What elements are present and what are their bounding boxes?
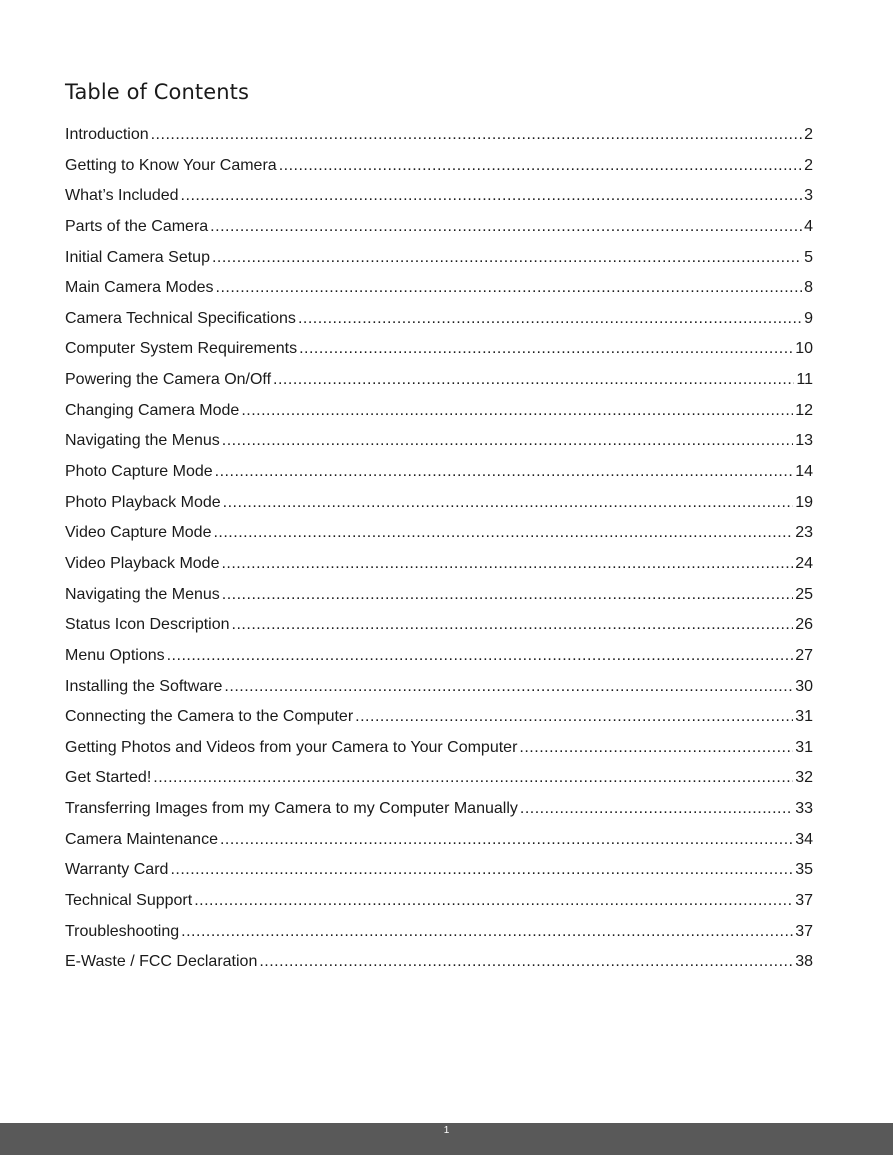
toc-dot-leader (279, 151, 802, 182)
toc-entry[interactable] (65, 334, 813, 365)
toc-dot-leader (215, 457, 794, 488)
toc-entry[interactable] (65, 702, 813, 733)
toc-entry-label: Parts of the Camera (65, 217, 209, 235)
footer-bar (0, 1123, 893, 1155)
toc-dot-leader (216, 273, 803, 304)
toc-dot-leader (220, 825, 793, 856)
toc-dot-leader (259, 947, 793, 978)
toc-dot-leader (298, 304, 802, 335)
toc-entry-page-number: 37 (795, 922, 813, 940)
toc-entry[interactable] (65, 641, 813, 672)
toc-entry-page-number: 13 (795, 432, 813, 450)
table-of-contents (65, 120, 813, 978)
toc-entry-page-number: 3 (804, 187, 813, 205)
toc-dot-leader (355, 702, 793, 733)
toc-dot-leader (153, 763, 793, 794)
toc-dot-leader (222, 580, 793, 611)
toc-entry-page-number: 31 (795, 708, 813, 726)
toc-entry[interactable] (65, 212, 813, 243)
toc-entry-page-number: 23 (795, 524, 813, 542)
toc-entry-label: Status Icon Description (65, 616, 230, 634)
toc-entry[interactable] (65, 457, 813, 488)
toc-entry-label: Changing Camera Mode (65, 401, 240, 419)
toc-entry-page-number: 37 (795, 892, 813, 910)
toc-dot-leader (194, 886, 793, 917)
toc-dot-leader (181, 181, 803, 212)
toc-entry-label: Installing the Software (65, 677, 223, 695)
toc-entry-label: Technical Support (65, 892, 193, 910)
toc-entry-page-number: 4 (804, 217, 813, 235)
toc-entry-page-number: 14 (795, 463, 813, 481)
toc-dot-leader (212, 243, 802, 274)
toc-entry-page-number: 31 (795, 738, 813, 756)
toc-dot-leader (181, 917, 793, 948)
toc-entry[interactable] (65, 610, 813, 641)
toc-dot-leader (299, 334, 793, 365)
toc-entry[interactable] (65, 794, 813, 825)
toc-entry[interactable] (65, 243, 813, 274)
toc-entry-page-number: 27 (795, 646, 813, 664)
toc-entry-label: Introduction (65, 126, 149, 143)
toc-dot-leader (170, 855, 793, 886)
toc-entry[interactable] (65, 518, 813, 549)
toc-entry-label: Connecting the Camera to the Computer (65, 708, 354, 726)
toc-entry[interactable] (65, 580, 813, 611)
toc-entry-label: Photo Capture Mode (65, 463, 213, 481)
toc-entry[interactable] (65, 733, 813, 764)
toc-entry[interactable] (65, 365, 813, 396)
toc-dot-leader (210, 212, 802, 243)
toc-entry[interactable] (65, 672, 813, 703)
toc-entry[interactable] (65, 304, 813, 335)
toc-entry-label: What’s Included (65, 187, 179, 205)
toc-entry-page-number: 2 (804, 156, 813, 174)
toc-entry-label: Troubleshooting (65, 922, 180, 940)
toc-entry-label: Powering the Camera On/Off (65, 371, 272, 389)
toc-dot-leader (273, 365, 794, 396)
toc-entry-label: Computer System Requirements (65, 340, 298, 358)
toc-entry[interactable] (65, 273, 813, 304)
toc-entry[interactable] (65, 947, 813, 978)
toc-entry-page-number: 25 (795, 585, 813, 603)
toc-entry-label: Video Capture Mode (65, 524, 212, 542)
toc-entry-page-number: 24 (795, 554, 813, 572)
toc-entry-label: Getting Photos and Videos from your Camera to Your Computer (65, 738, 518, 756)
toc-dot-leader (232, 610, 794, 641)
toc-entry-label: Getting to Know Your Camera (65, 156, 277, 174)
toc-entry[interactable] (65, 151, 813, 182)
toc-entry-label: Warranty Card (65, 861, 169, 879)
toc-entry-page-number: 33 (795, 800, 813, 818)
toc-entry[interactable] (65, 120, 813, 151)
toc-dot-leader (213, 518, 793, 549)
toc-dot-leader (241, 396, 793, 427)
toc-entry-page-number: 11 (796, 371, 813, 389)
toc-entry-label: Get Started! (65, 769, 152, 787)
toc-entry-label: Video Playback Mode (65, 554, 220, 572)
toc-entry-label: Menu Options (65, 646, 165, 664)
toc-dot-leader (167, 641, 794, 672)
toc-entry-label: E-Waste / FCC Declaration (65, 953, 258, 971)
toc-entry-label: Photo Playback Mode (65, 493, 221, 511)
footer-page-number: 1 (443, 1125, 450, 1136)
toc-entry[interactable] (65, 763, 813, 794)
toc-entry[interactable] (65, 825, 813, 856)
toc-entry-label: Main Camera Modes (65, 279, 214, 297)
toc-entry-page-number: 5 (804, 248, 813, 266)
toc-entry-label: Camera Technical Specifications (65, 309, 296, 327)
toc-dot-leader (151, 120, 802, 151)
toc-dot-leader (222, 426, 793, 457)
toc-dot-leader (520, 794, 793, 825)
toc-entry-page-number: 19 (795, 493, 813, 511)
toc-entry[interactable] (65, 855, 813, 886)
toc-entry-page-number: 10 (795, 340, 813, 358)
toc-entry[interactable] (65, 886, 813, 917)
toc-entry-page-number: 2 (804, 126, 813, 143)
toc-entry-page-number: 32 (795, 769, 813, 787)
toc-dot-leader (221, 549, 793, 580)
toc-entry[interactable] (65, 917, 813, 948)
toc-dot-leader (224, 672, 793, 703)
toc-entry-page-number: 38 (795, 953, 813, 971)
toc-entry[interactable] (65, 549, 813, 580)
toc-entry[interactable] (65, 426, 813, 457)
toc-entry-page-number: 34 (795, 830, 813, 848)
toc-entry-label: Camera Maintenance (65, 830, 218, 848)
toc-entry-page-number: 26 (795, 616, 813, 634)
toc-dot-leader (519, 733, 793, 764)
toc-entry-label: Navigating the Menus (65, 585, 220, 603)
toc-entry-page-number: 30 (795, 677, 813, 695)
toc-entry-label: Transferring Images from my Camera to my Computer Manually (65, 800, 518, 818)
toc-entry[interactable] (65, 396, 813, 427)
toc-entry[interactable] (65, 181, 813, 212)
toc-entry-label: Initial Camera Setup (65, 248, 210, 266)
toc-dot-leader (223, 488, 794, 519)
toc-entry-page-number: 8 (804, 279, 813, 297)
toc-entry-page-number: 35 (795, 861, 813, 879)
toc-entry-page-number: 12 (795, 401, 813, 419)
page-title: Table of Contents (65, 80, 250, 104)
toc-entry-page-number: 9 (804, 309, 813, 327)
toc-entry[interactable] (65, 488, 813, 519)
toc-entry-label: Navigating the Menus (65, 432, 220, 450)
